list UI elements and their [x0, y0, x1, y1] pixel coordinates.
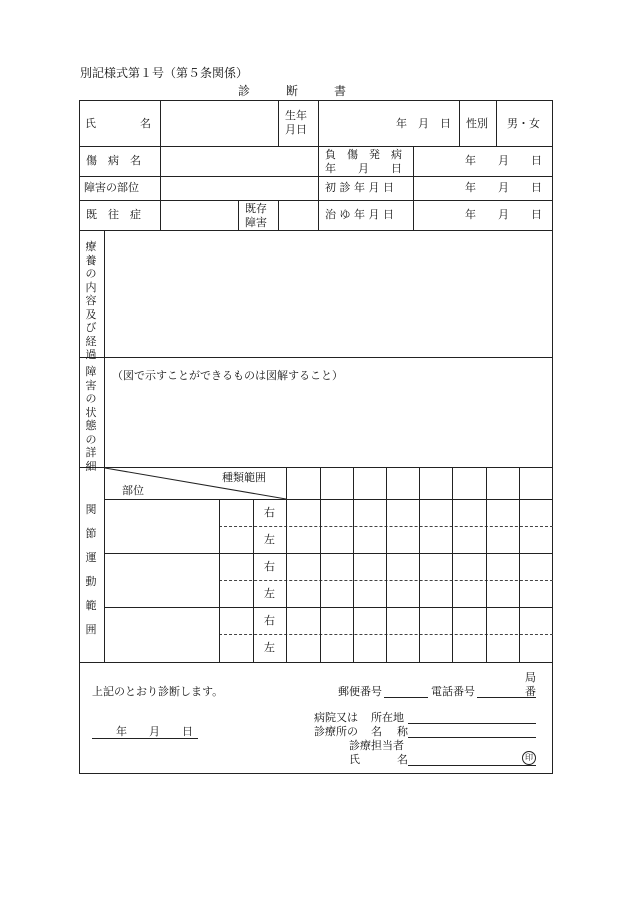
injury-date-label: 負 傷 発 病 年 月 日: [325, 148, 402, 175]
name-label-a: 名: [371, 725, 382, 738]
history-label: 既 往 症: [86, 208, 141, 221]
name-label: 氏 名: [85, 117, 151, 130]
rom-side: 右: [264, 614, 275, 627]
statement: 上記のとおり診断します。: [92, 685, 224, 698]
kyoku-label: 局: [525, 671, 536, 684]
first-visit-label: 初 診 年 月 日: [325, 181, 394, 194]
clinic-label: 診療所の: [314, 725, 358, 738]
rom-label: 関節運動範囲: [85, 503, 97, 636]
rom-side: 左: [264, 587, 275, 600]
doctor-label: 診療担当者: [349, 739, 404, 752]
condition-label: 障害の状態の詳細: [85, 365, 97, 473]
doctor-name-b: 名: [397, 753, 408, 766]
rom-side: 左: [264, 533, 275, 546]
address-label: 所在地: [371, 711, 404, 724]
site-label: 障害の部位: [84, 181, 139, 194]
cure-date: 年 月 日: [465, 208, 542, 221]
name-label-b: 称: [397, 725, 408, 738]
page-title: 診 断 書: [238, 84, 347, 98]
hospital-label: 病院又は: [314, 711, 358, 724]
first-visit-date: 年 月 日: [465, 181, 542, 194]
cure-date-label: 治 ゆ 年 月 日: [325, 208, 394, 221]
rom-header-range: 種類範囲: [222, 471, 266, 484]
sex-label: 性別: [466, 117, 488, 130]
seal-icon: 印: [522, 751, 536, 765]
postal-label: 郵便番号: [338, 685, 382, 698]
ban-label: 番: [525, 685, 536, 698]
birth-date: 年 月 日: [396, 117, 451, 130]
condition-note: （図で示すことができるものは図解すること）: [112, 369, 343, 382]
rom-header-part: 部位: [122, 484, 144, 497]
sign-date: 年 月 日: [116, 725, 193, 738]
rom-side: 右: [264, 506, 275, 519]
injury-date: 年 月 日: [465, 154, 542, 167]
rom-side: 左: [264, 641, 275, 654]
doctor-name-a: 氏: [349, 753, 360, 766]
sex-value: 男・女: [507, 117, 540, 130]
phone-label: 電話番号: [431, 685, 475, 698]
existing-disability-label: 既存 障害: [245, 202, 267, 229]
birth-label: 生年 月日: [285, 109, 307, 136]
disease-label: 傷 病 名: [86, 154, 141, 167]
rom-side: 右: [264, 560, 275, 573]
form-number: 別記様式第１号（第５条関係）: [80, 66, 249, 80]
treatment-label: 療養の内容及び経過: [85, 240, 97, 361]
